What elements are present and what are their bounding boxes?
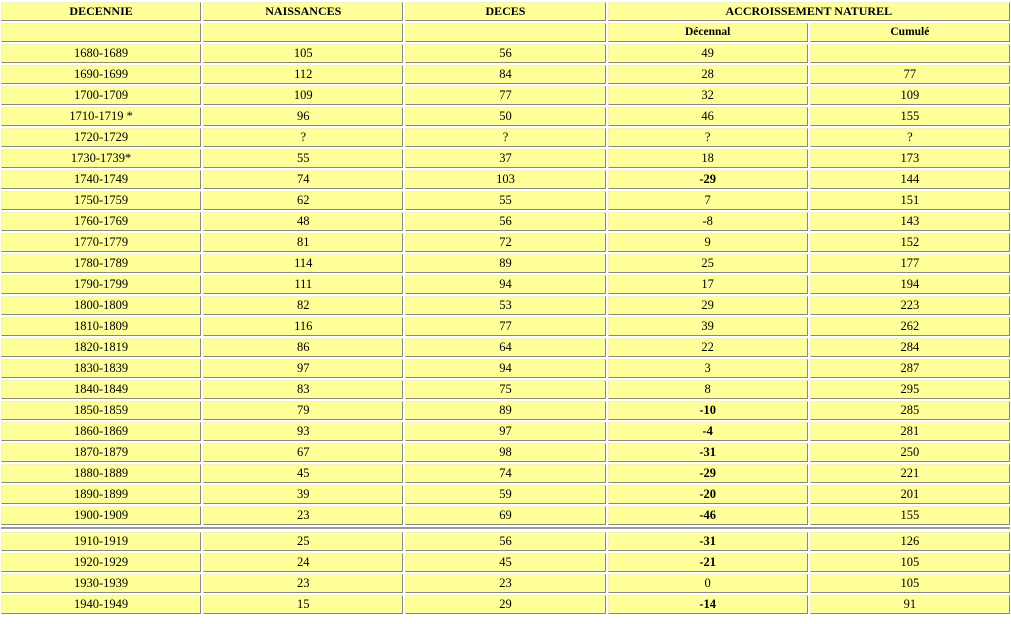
table-row <box>1 149 1010 168</box>
cell-decennie: 1850-1859 <box>1 401 201 420</box>
cell-decennal: 29 <box>608 296 808 315</box>
table-row <box>1 506 1010 525</box>
table-row <box>1 275 1010 294</box>
cell-deces: 56 <box>405 212 605 231</box>
table-row <box>1 422 1010 441</box>
cell-cumule: 105 <box>810 553 1010 572</box>
cell-naissances: 45 <box>203 464 403 483</box>
table-row <box>1 338 1010 357</box>
cell-decennie: 1780-1789 <box>1 254 201 273</box>
cell-decennie: 1890-1899 <box>1 485 201 504</box>
header-naissances: NAISSANCES <box>203 2 403 21</box>
table-row <box>1 485 1010 504</box>
cell-decennie: 1870-1879 <box>1 443 201 462</box>
cell-naissances: 23 <box>203 506 403 525</box>
table-row <box>1 254 1010 273</box>
table-row <box>1 380 1010 399</box>
cell-deces: 55 <box>405 191 605 210</box>
subheader-row <box>1 23 1010 42</box>
table-row <box>1 574 1010 593</box>
cell-decennie: 1760-1769 <box>1 212 201 231</box>
cell-cumule: 295 <box>810 380 1010 399</box>
cell-deces: 59 <box>405 485 605 504</box>
cell-naissances: ? <box>203 128 403 147</box>
cell-cumule: 221 <box>810 464 1010 483</box>
cell-naissances: 83 <box>203 380 403 399</box>
table-row <box>1 317 1010 336</box>
header-accroissement: ACCROISSEMENT NATUREL <box>608 2 1010 21</box>
cell-decennie: 1700-1709 <box>1 86 201 105</box>
table-row <box>1 595 1010 614</box>
cell-decennie: 1830-1839 <box>1 359 201 378</box>
cell-deces: 50 <box>405 107 605 126</box>
cell-naissances: 15 <box>203 595 403 614</box>
cell-deces: 89 <box>405 401 605 420</box>
cell-naissances: 67 <box>203 443 403 462</box>
cell-decennal: 3 <box>608 359 808 378</box>
cell-deces: 89 <box>405 254 605 273</box>
cell-naissances: 96 <box>203 107 403 126</box>
cell-decennal: ? <box>608 128 808 147</box>
cell-decennal: 39 <box>608 317 808 336</box>
subheader-empty-1 <box>1 23 201 42</box>
table-row <box>1 65 1010 84</box>
table-row <box>1 170 1010 189</box>
cell-naissances: 111 <box>203 275 403 294</box>
cell-decennie: 1820-1819 <box>1 338 201 357</box>
table-row <box>1 191 1010 210</box>
header-deces: DECES <box>405 2 605 21</box>
cell-decennal: -20 <box>608 485 808 504</box>
table-row <box>1 86 1010 105</box>
cell-decennie: 1770-1779 <box>1 233 201 252</box>
cell-decennie: 1740-1749 <box>1 170 201 189</box>
cell-deces: 94 <box>405 275 605 294</box>
cell-cumule <box>810 44 1010 63</box>
cell-cumule: 126 <box>810 532 1010 551</box>
header-cumule: Cumulé <box>810 23 1010 42</box>
cell-decennal: 9 <box>608 233 808 252</box>
cell-cumule: 144 <box>810 170 1010 189</box>
table-body-main <box>1 44 1010 525</box>
subheader-empty-3 <box>405 23 605 42</box>
cell-decennie: 1810-1809 <box>1 317 201 336</box>
table-row <box>1 401 1010 420</box>
cell-deces: 69 <box>405 506 605 525</box>
cell-decennie: 1900-1909 <box>1 506 201 525</box>
cell-decennal: -29 <box>608 464 808 483</box>
cell-decennie: 1800-1809 <box>1 296 201 315</box>
cell-decennal: 7 <box>608 191 808 210</box>
cell-cumule: 223 <box>810 296 1010 315</box>
cell-decennal: 25 <box>608 254 808 273</box>
cell-naissances: 114 <box>203 254 403 273</box>
header-row <box>1 2 1010 21</box>
cell-cumule: 262 <box>810 317 1010 336</box>
cell-cumule: 284 <box>810 338 1010 357</box>
cell-deces: 56 <box>405 532 605 551</box>
cell-decennie: 1880-1889 <box>1 464 201 483</box>
table-row <box>1 532 1010 551</box>
table-row <box>1 359 1010 378</box>
cell-cumule: 109 <box>810 86 1010 105</box>
cell-cumule: 152 <box>810 233 1010 252</box>
cell-decennal: 28 <box>608 65 808 84</box>
cell-decennie: 1790-1799 <box>1 275 201 294</box>
cell-naissances: 25 <box>203 532 403 551</box>
cell-decennal: 46 <box>608 107 808 126</box>
cell-deces: 94 <box>405 359 605 378</box>
cell-naissances: 48 <box>203 212 403 231</box>
cell-decennal: -31 <box>608 532 808 551</box>
cell-decennal: 22 <box>608 338 808 357</box>
subheader-empty-2 <box>203 23 403 42</box>
table-row <box>1 464 1010 483</box>
cell-decennie: 1910-1919 <box>1 532 201 551</box>
cell-deces: 72 <box>405 233 605 252</box>
cell-deces: 84 <box>405 65 605 84</box>
cell-decennie: 1920-1929 <box>1 553 201 572</box>
cell-decennie: 1860-1869 <box>1 422 201 441</box>
cell-deces: 74 <box>405 464 605 483</box>
cell-decennal: 8 <box>608 380 808 399</box>
cell-naissances: 62 <box>203 191 403 210</box>
cell-cumule: 250 <box>810 443 1010 462</box>
table-row <box>1 296 1010 315</box>
cell-decennal: -4 <box>608 422 808 441</box>
cell-decennal: 17 <box>608 275 808 294</box>
cell-cumule: 91 <box>810 595 1010 614</box>
cell-decennie: 1720-1729 <box>1 128 201 147</box>
cell-naissances: 81 <box>203 233 403 252</box>
header-decennal: Décennal <box>608 23 808 42</box>
cell-naissances: 86 <box>203 338 403 357</box>
cell-deces: 64 <box>405 338 605 357</box>
cell-deces: 77 <box>405 86 605 105</box>
cell-decennal: -8 <box>608 212 808 231</box>
cell-decennal: 0 <box>608 574 808 593</box>
cell-naissances: 105 <box>203 44 403 63</box>
cell-decennal: -21 <box>608 553 808 572</box>
cell-decennie: 1930-1939 <box>1 574 201 593</box>
cell-decennal: 32 <box>608 86 808 105</box>
cell-cumule: 155 <box>810 506 1010 525</box>
cell-decennal: 49 <box>608 44 808 63</box>
cell-naissances: 23 <box>203 574 403 593</box>
table-row <box>1 443 1010 462</box>
cell-deces: 45 <box>405 553 605 572</box>
cell-deces: 75 <box>405 380 605 399</box>
cell-decennie: 1730-1739* <box>1 149 201 168</box>
cell-deces: 98 <box>405 443 605 462</box>
cell-cumule: 281 <box>810 422 1010 441</box>
table-row <box>1 553 1010 572</box>
cell-deces: 37 <box>405 149 605 168</box>
cell-deces: 77 <box>405 317 605 336</box>
separator-line <box>1 527 1010 530</box>
cell-cumule: 105 <box>810 574 1010 593</box>
cell-decennal: -14 <box>608 595 808 614</box>
cell-cumule: 194 <box>810 275 1010 294</box>
cell-decennal: -10 <box>608 401 808 420</box>
cell-cumule: 287 <box>810 359 1010 378</box>
cell-naissances: 97 <box>203 359 403 378</box>
cell-cumule: 151 <box>810 191 1010 210</box>
table-separator <box>1 527 1010 530</box>
table-row <box>1 128 1010 147</box>
table-row <box>1 233 1010 252</box>
cell-decennie: 1680-1689 <box>1 44 201 63</box>
cell-deces: 103 <box>405 170 605 189</box>
cell-decennie: 1940-1949 <box>1 595 201 614</box>
cell-decennie: 1710-1719 * <box>1 107 201 126</box>
cell-cumule: 177 <box>810 254 1010 273</box>
cell-deces: 29 <box>405 595 605 614</box>
cell-deces: 23 <box>405 574 605 593</box>
cell-naissances: 93 <box>203 422 403 441</box>
cell-cumule: 173 <box>810 149 1010 168</box>
cell-decennie: 1690-1699 <box>1 65 201 84</box>
cell-decennie: 1840-1849 <box>1 380 201 399</box>
cell-naissances: 82 <box>203 296 403 315</box>
cell-decennal: -31 <box>608 443 808 462</box>
header-decennie: DECENNIE <box>1 2 201 21</box>
cell-decennal: 18 <box>608 149 808 168</box>
cell-decennie: 1750-1759 <box>1 191 201 210</box>
cell-naissances: 116 <box>203 317 403 336</box>
cell-cumule: 143 <box>810 212 1010 231</box>
cell-decennal: -29 <box>608 170 808 189</box>
cell-cumule: 155 <box>810 107 1010 126</box>
cell-cumule: 285 <box>810 401 1010 420</box>
cell-naissances: 109 <box>203 86 403 105</box>
cell-naissances: 24 <box>203 553 403 572</box>
table-row <box>1 212 1010 231</box>
cell-deces: ? <box>405 128 605 147</box>
table-row <box>1 44 1010 63</box>
cell-deces: 53 <box>405 296 605 315</box>
cell-cumule: 77 <box>810 65 1010 84</box>
cell-naissances: 39 <box>203 485 403 504</box>
table-body-twentieth <box>1 532 1010 614</box>
cell-naissances: 55 <box>203 149 403 168</box>
cell-naissances: 79 <box>203 401 403 420</box>
table-row <box>1 107 1010 126</box>
cell-deces: 97 <box>405 422 605 441</box>
cell-cumule: ? <box>810 128 1010 147</box>
cell-decennal: -46 <box>608 506 808 525</box>
cell-naissances: 74 <box>203 170 403 189</box>
cell-cumule: 201 <box>810 485 1010 504</box>
cell-naissances: 112 <box>203 65 403 84</box>
cell-deces: 56 <box>405 44 605 63</box>
